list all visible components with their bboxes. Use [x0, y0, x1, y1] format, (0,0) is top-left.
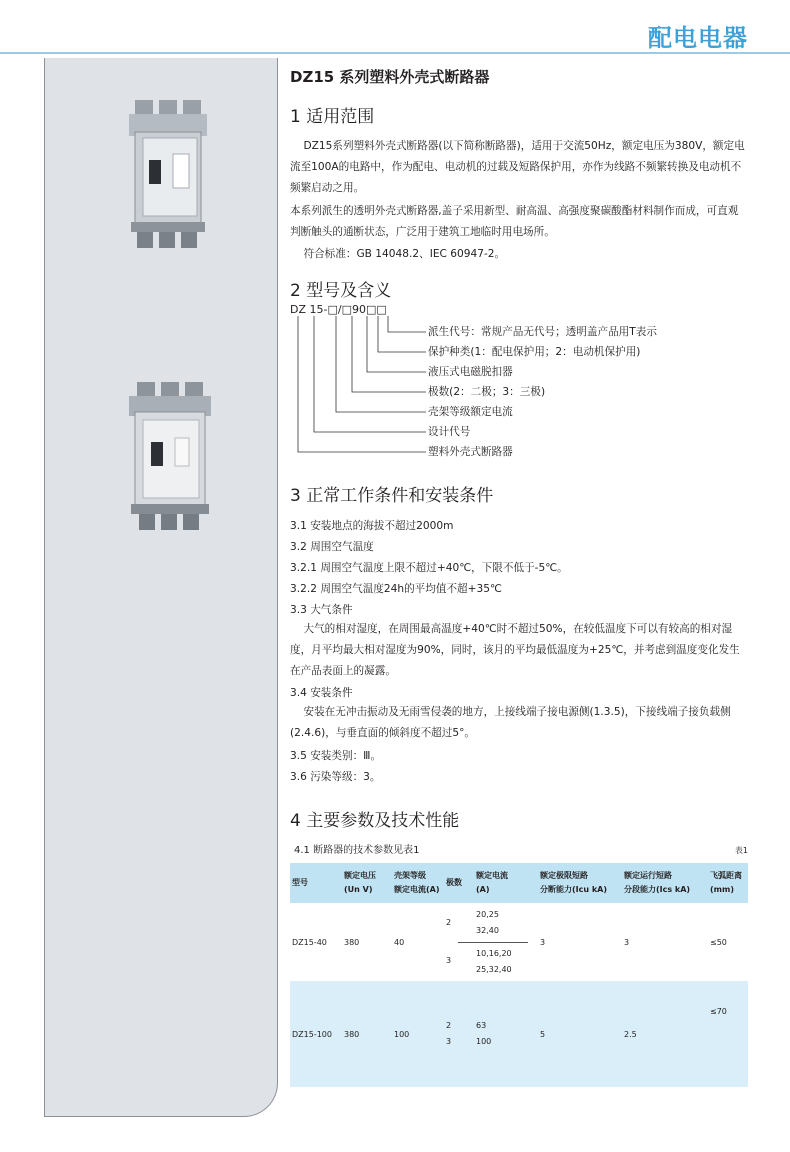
cell-model: DZ15-100 [290, 981, 342, 1087]
page-category-title: 配电电器 [648, 24, 748, 52]
model-meaning-diagram [290, 316, 430, 456]
cell-ics: 3 [622, 903, 708, 981]
cell-arc: ≤50 [708, 903, 748, 981]
cell-poles: 2 3 [444, 981, 474, 1087]
header-rule [0, 52, 790, 54]
model-code: DZ 15-□/□90□□ [290, 303, 387, 316]
cell-icu: 5 [538, 981, 622, 1087]
cell-icu: 3 [538, 903, 622, 981]
condition-3-2-1: 3.2.1 周围空气温度上限不超过+40℃，下限不低于-5℃。 [290, 562, 568, 574]
cell-voltage: 380 [342, 981, 392, 1087]
cell-frame: 100 [392, 981, 444, 1087]
condition-3-1: 3.1 安装地点的海拔不超过2000m [290, 520, 454, 532]
model-label-derivative: 派生代号：常规产品无代号；透明盖产品用T表示 [428, 326, 657, 338]
header-arc-distance: 飞弧距离 (mm) [708, 863, 748, 903]
cell-voltage: 380 [342, 903, 392, 981]
section-3-heading: 3 正常工作条件和安装条件 [290, 486, 494, 506]
breaker-image-transparent [121, 98, 213, 248]
row-separator [458, 942, 528, 943]
model-label-poles: 极数(2：二极；3：三极) [428, 386, 546, 398]
cell-poles: 2 3 [444, 903, 474, 981]
cell-ics: 2.5 [622, 981, 708, 1087]
header-frame-current: 壳架等级 额定电流(A) [392, 863, 444, 903]
header-poles: 极数 [444, 863, 474, 903]
table-row [290, 981, 748, 1087]
header-model: 型号 [290, 863, 342, 903]
header-voltage: 额定电压 (Un V) [342, 863, 392, 903]
spec-table [290, 863, 748, 1087]
table-caption: 4.1 断路器的技术参数见表1 [294, 845, 420, 856]
cell-frame: 40 [392, 903, 444, 981]
product-image-panel [44, 58, 278, 1117]
header-icu: 额定极限短路 分断能力(Icu kA) [538, 863, 622, 903]
condition-3-2-2: 3.2.2 周围空气温度24h的平均值不超+35℃ [290, 583, 502, 595]
document-title: DZ15 系列塑料外壳式断路器 [290, 68, 490, 86]
header-rated-current: 额定电流 (A) [474, 863, 538, 903]
model-label-protection: 保护种类(1：配电保护用；2：电动机保护用) [428, 346, 641, 358]
condition-3-2: 3.2 周围空气温度 [290, 541, 374, 553]
cell-model: DZ15-40 [290, 903, 342, 981]
cell-arc: ≤70 [708, 981, 748, 1087]
section-2-heading: 2 型号及含义 [290, 281, 392, 301]
section-1-standards: 符合标准：GB 14048.2、IEC 60947-2。 [290, 248, 506, 260]
section-1-heading: 1 适用范围 [290, 107, 375, 127]
table-row [290, 903, 748, 981]
condition-3-5: 3.5 安装类别：Ⅲ。 [290, 750, 382, 762]
breaker-image-standard [121, 380, 217, 530]
section-1-paragraph-2: 本系列派生的透明外壳式断路器,盖子采用新型、耐高温、高强度聚碳酸酯材料制作而成，可直观判断触头的通断状态，广泛用于建筑工地临时用电场所。 [290, 205, 739, 238]
condition-3-4-text: 安装在无冲击振动及无雨雪侵袭的地方，上接线端子接电源侧(1.3.5)，下接线端子接负载侧(2.4.6)，与垂直面的倾斜度不超过5°。 [290, 706, 731, 739]
condition-3-4: 3.4 安装条件 [290, 687, 353, 699]
header-ics: 额定运行短路 分段能力(Ics kA) [622, 863, 708, 903]
table-header-row [290, 863, 748, 903]
model-label-release: 液压式电磁脱扣器 [428, 366, 513, 378]
table-number: 表1 [734, 846, 748, 855]
section-4-heading: 4 主要参数及技术性能 [290, 811, 460, 831]
model-label-product: 塑料外壳式断路器 [428, 446, 513, 458]
model-label-frame: 壳架等级额定电流 [428, 406, 513, 418]
condition-3-3: 3.3 大气条件 [290, 604, 353, 616]
condition-3-3-text: 大气的相对湿度，在周围最高温度+40℃时不超过50%，在较低温度下可以有较高的相对湿度，月平均最大相对湿度为90%，同时，该月的平均最低温度为+25℃，并考虑到温度变化发生在产品表面上的凝露。 [290, 623, 740, 677]
cell-current: 63 100 [474, 981, 538, 1087]
model-label-design: 设计代号 [428, 426, 471, 438]
condition-3-6: 3.6 污染等级：3。 [290, 771, 381, 783]
section-1-paragraph-1: DZ15系列塑料外壳式断路器(以下简称断路器)，适用于交流50Hz，额定电压为380V，额定电流至100A的电路中，作为配电、电动机的过载及短路保护用，亦作为线路不频繁转换及电动机不频繁启动之用。 [290, 140, 745, 194]
cell-current: 20,25 32,40 10,16,20 25,32,40 [474, 903, 538, 981]
